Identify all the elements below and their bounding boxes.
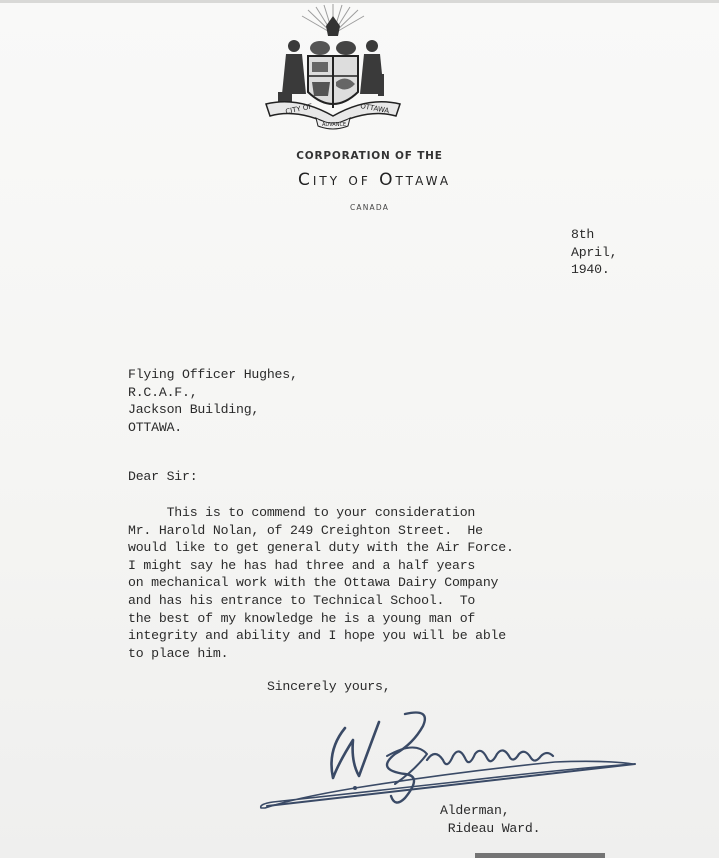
- sender-title-block: [440, 802, 540, 837]
- body-line: the best of my knowledge he is a young man of: [128, 610, 476, 626]
- date-year: 1940.: [571, 262, 610, 278]
- svg-text:CITY OF: CITY OF: [284, 102, 314, 116]
- closing: Sincerely yours,: [267, 679, 391, 694]
- body-line: to place him.: [128, 645, 229, 661]
- letter-body: [128, 504, 514, 662]
- coat-of-arms-icon: [258, 4, 408, 132]
- date-month: April,: [571, 244, 618, 260]
- page-top-edge: [0, 0, 719, 3]
- sender-title: Alderman,: [440, 803, 510, 818]
- scan-edge-shadow: [475, 853, 605, 858]
- salutation: Dear Sir:: [128, 469, 198, 484]
- sender-ward: Rideau Ward.: [440, 820, 541, 836]
- body-line: Mr. Harold Nolan, of 249 Creighton Street. He: [128, 522, 483, 538]
- letterhead-country: CANADA: [349, 203, 390, 212]
- letterhead-city-name: City of Ottawa: [297, 170, 452, 190]
- address-line: R.C.A.F.,: [128, 384, 198, 400]
- body-line: would like to get general duty with the Air Force.: [128, 540, 514, 556]
- body-line: and has his entrance to Technical School. To: [128, 592, 476, 608]
- body-line: on mechanical work with the Ottawa Dairy Company: [128, 575, 499, 591]
- svg-text:OTTAWA: OTTAWA: [359, 102, 390, 116]
- body-line: I might say he has had three and a half years: [128, 557, 476, 573]
- svg-text:ADVANCE: ADVANCE: [322, 122, 347, 128]
- address-line: Flying Officer Hughes,: [128, 367, 298, 382]
- date-day: 8th: [571, 227, 595, 242]
- letter-date: [571, 226, 617, 279]
- body-line: integrity and ability and I hope you will be able: [128, 628, 506, 644]
- recipient-address: [128, 366, 298, 436]
- address-line: OTTAWA.: [128, 419, 182, 435]
- address-line: Jackson Building,: [128, 402, 260, 418]
- letterhead-corporation: CORPORATION OF THE: [296, 150, 443, 162]
- body-line: This is to commend to your consideration: [128, 505, 476, 520]
